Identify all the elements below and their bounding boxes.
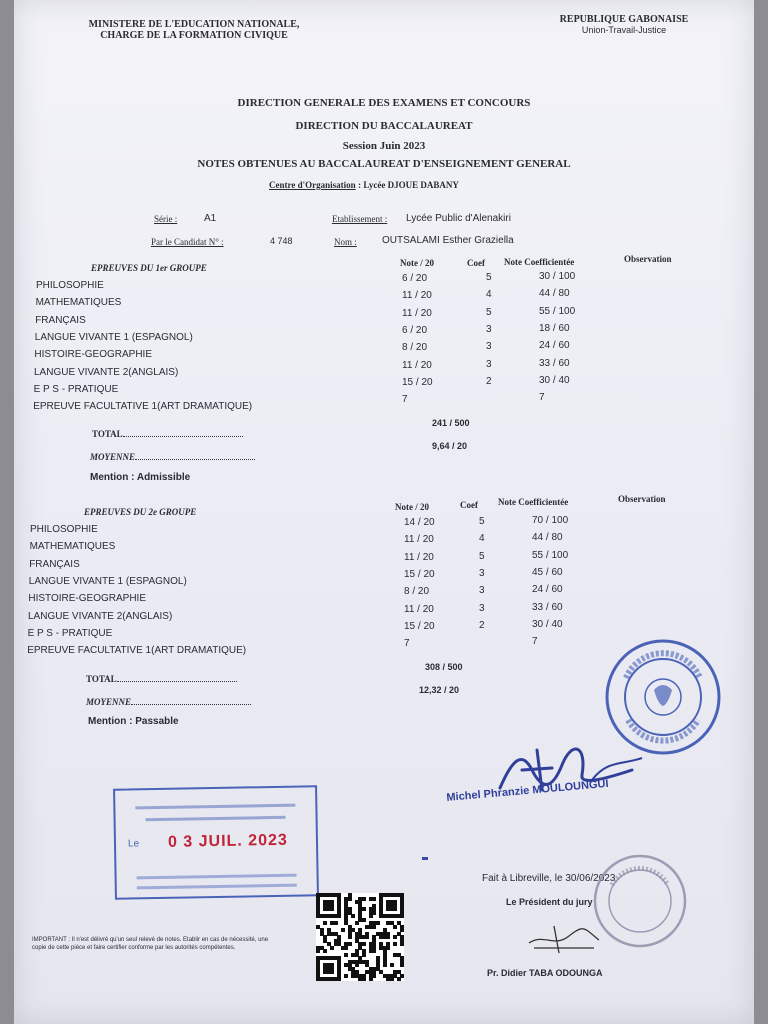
president-label: Le Président du jury — [506, 897, 593, 907]
ministry-header — [64, 19, 324, 41]
qr-module — [344, 974, 348, 978]
stamp-le-text: Le — [127, 838, 140, 850]
stamp-subheader-bar — [145, 808, 285, 821]
groupe2-col-observation: Observation — [618, 494, 666, 504]
stamp-footer-bar-2 — [137, 878, 297, 890]
session-title: Session Juin 2023 — [342, 140, 426, 152]
groupe1-row-weighted: 44 / 80 — [539, 288, 570, 300]
qr-module — [393, 935, 397, 939]
qr-module — [400, 963, 404, 967]
groupe2-row-weighted: 70 / 100 — [532, 515, 569, 526]
groupe2-total-label — [86, 673, 237, 684]
groupe2-row-coef: 3 — [479, 602, 485, 614]
qr-module — [362, 918, 366, 922]
qr-module — [344, 946, 348, 950]
stamp-date: 0 3 JUIL. 2023 — [167, 831, 288, 851]
etablissement-value: Lycée Public d'Alenakiri — [406, 213, 511, 224]
groupe2-row-weighted: 7 — [532, 636, 538, 648]
groupe2-row-note: 15 / 20 — [404, 620, 435, 632]
groupe1-row-subject: MATHEMATIQUES — [35, 297, 122, 309]
official-round-seal — [604, 638, 722, 756]
numero-value: 4 748 — [270, 236, 293, 246]
qr-module — [376, 921, 380, 925]
serie-value: A1 — [204, 213, 217, 224]
nom-label: Nom : — [334, 237, 357, 247]
qr-module — [397, 977, 401, 981]
qr-module — [393, 907, 397, 911]
groupe2-col-weighted: Note Coefficientée — [498, 497, 569, 507]
country-motto: Union-Travail-Justice — [581, 25, 667, 35]
groupe2-row-note: 14 / 20 — [404, 517, 435, 528]
groupe2-col-note: Note / 20 — [395, 502, 429, 512]
groupe1-row-subject: FRANÇAIS — [35, 314, 86, 326]
groupe1-moyenne-value: 9,64 / 20 — [432, 441, 468, 451]
groupe2-row-coef: 5 — [479, 550, 485, 562]
qr-module — [390, 963, 394, 967]
groupe2-total-value: 308 / 500 — [425, 662, 463, 672]
country-header — [534, 14, 714, 36]
qr-module — [372, 925, 376, 929]
qr-module — [362, 897, 366, 901]
groupe2-row-weighted: 30 / 40 — [532, 618, 563, 630]
groupe2-row-weighted: 45 / 60 — [532, 566, 563, 578]
groupe1-row-note: 11 / 20 — [402, 359, 432, 371]
qr-module — [393, 925, 397, 929]
groupe2-row-weighted: 55 / 100 — [532, 549, 569, 561]
groupe1-row-coef: 2 — [486, 375, 492, 387]
etablissement-label: Etablissement : — [332, 214, 388, 224]
groupe1-row-coef: 5 — [486, 306, 492, 318]
groupe1-row-weighted: 30 / 100 — [539, 271, 576, 282]
qr-code — [316, 893, 404, 981]
qr-module — [348, 897, 352, 901]
groupe1-row-weighted: 30 / 40 — [539, 374, 570, 386]
groupe1-total-label — [92, 428, 243, 439]
groupe1-row-subject: PHILOSOPHIE — [36, 280, 104, 291]
groupe1-col-weighted: Note Coefficientée — [504, 257, 575, 267]
groupe1-row-subject: LANGUE VIVANTE 1 (ESPAGNOL) — [34, 331, 193, 343]
qr-module — [344, 953, 348, 957]
groupe2-row-subject: LANGUE VIVANTE 1 (ESPAGNOL) — [28, 575, 187, 587]
groupe1-row-note: 11 / 20 — [402, 290, 432, 302]
groupe1-row-coef: 4 — [486, 289, 492, 301]
groupe2-moyenne-text: MOYENNE — [86, 697, 132, 707]
groupe1-row-coef: 5 — [486, 272, 492, 283]
groupe2-row-note: 7 — [404, 638, 410, 650]
groupe2-row-coef: 4 — [479, 533, 485, 545]
groupe1-row-weighted: 18 / 60 — [539, 322, 570, 334]
qr-module — [323, 949, 327, 953]
qr-module — [330, 970, 334, 974]
qr-module — [355, 963, 359, 967]
qr-module — [369, 977, 373, 981]
groupe2-row-coef: 3 — [479, 567, 485, 579]
groupe1-row-weighted: 55 / 100 — [539, 305, 576, 317]
ink-mark — [422, 857, 428, 860]
groupe2-row-subject: PHILOSOPHIE — [30, 524, 98, 535]
qr-module — [362, 953, 366, 957]
groupe2-row-subject: LANGUE VIVANTE 2(ANGLAIS) — [28, 610, 173, 622]
qr-module — [365, 935, 369, 939]
qr-module — [337, 977, 341, 981]
qr-module — [400, 928, 404, 932]
serie-label: Série : — [154, 214, 178, 224]
groupe1-row-subject: LANGUE VIVANTE 2(ANGLAIS) — [34, 366, 179, 378]
country-name: REPUBLIQUE GABONAISE — [559, 14, 689, 25]
notes-title: NOTES OBTENUES AU BACCALAUREAT D'ENSEIGNEMENT GENERAL — [197, 158, 571, 170]
groupe1-moyenne-label — [90, 451, 255, 462]
groupe1-total-text: TOTAL — [92, 429, 123, 439]
groupe1-row-note: 8 / 20 — [402, 342, 428, 354]
groupe1-row-coef: 3 — [486, 341, 492, 353]
groupe1-total-value: 241 / 500 — [432, 418, 470, 428]
qr-module — [330, 907, 334, 911]
centre-line — [269, 180, 459, 190]
groupe2-row-note: 11 / 20 — [404, 603, 434, 615]
direction-bac-title: DIRECTION DU BACCALAUREAT — [295, 120, 473, 132]
qr-module — [372, 897, 376, 901]
qr-module — [372, 911, 376, 915]
groupe2-row-note: 11 / 20 — [404, 534, 434, 546]
groupe1-moyenne-text: MOYENNE — [90, 452, 136, 462]
groupe1-col-coef: Coef — [467, 258, 485, 268]
groupe2-row-note: 15 / 20 — [404, 568, 435, 580]
president-signature — [524, 918, 604, 958]
president-round-seal — [592, 853, 688, 949]
groupe2-row-coef: 3 — [479, 585, 485, 597]
qr-module — [330, 946, 334, 950]
president-name: Pr. Didier TABA ODOUNGA — [487, 968, 603, 978]
date-stamp — [113, 785, 319, 900]
groupe2-row-subject: HISTOIRE-GEOGRAPHIE — [28, 593, 147, 605]
groupe1-row-subject: E P S - PRATIQUE — [33, 383, 119, 395]
nom-value: OUTSALAMI Esther Graziella — [382, 235, 514, 246]
ministry-line-1: MINISTERE DE L'EDUCATION NATIONALE, — [88, 19, 300, 30]
qr-module — [362, 907, 366, 911]
qr-module — [386, 935, 390, 939]
groupe1-row-note: 15 / 20 — [402, 376, 433, 388]
groupe1-row-subject: EPREUVE FACULTATIVE 1(ART DRAMATIQUE) — [33, 401, 253, 413]
qr-module — [351, 914, 355, 918]
ministry-line-2: CHARGE DE LA FORMATION CIVIQUE — [100, 30, 288, 41]
qr-module — [348, 935, 352, 939]
groupe2-row-weighted: 24 / 60 — [532, 584, 563, 596]
fait-a-line: Fait à Libreville, le 30/06/2023 — [482, 873, 616, 884]
qr-module — [372, 949, 376, 953]
groupe2-moyenne-label — [86, 696, 251, 707]
groupe2-row-subject: FRANÇAIS — [29, 558, 80, 570]
groupe2-row-subject: E P S - PRATIQUE — [27, 627, 113, 639]
document-page — [14, 0, 754, 1024]
qr-module — [341, 928, 345, 932]
groupe1-mention: Mention : Admissible — [90, 472, 191, 483]
groupe1-col-observation: Observation — [624, 254, 672, 264]
groupe1-row-note: 11 / 20 — [402, 307, 432, 319]
groupe1-row-weighted: 7 — [539, 392, 545, 404]
qr-module — [400, 914, 404, 918]
important-note: IMPORTANT : Il n'est délivré qu'un seul relevé de notes. Etablir en cas de nécessité, une copie de cette pièce et faire certifier conforme par les autorités compétentes. — [32, 937, 269, 951]
qr-module — [386, 946, 390, 950]
qr-module — [393, 942, 397, 946]
numero-label: Par le Candidat N° : — [151, 237, 224, 247]
qr-module — [348, 942, 352, 946]
groupe1-title: EPREUVES DU 1er GROUPE — [91, 263, 207, 273]
qr-module — [400, 942, 404, 946]
groupe2-row-weighted: 33 / 60 — [532, 601, 563, 613]
groupe2-title: EPREUVES DU 2e GROUPE — [84, 507, 197, 517]
groupe1-row-weighted: 24 / 60 — [539, 340, 570, 352]
groupe1-row-coef: 3 — [486, 323, 492, 335]
qr-module — [355, 921, 359, 925]
groupe2-row-subject: EPREUVE FACULTATIVE 1(ART DRAMATIQUE) — [27, 645, 247, 657]
qr-module — [323, 921, 327, 925]
groupe2-row-weighted: 44 / 80 — [532, 532, 563, 544]
groupe1-row-note: 6 / 20 — [402, 273, 428, 284]
groupe1-row-note: 6 / 20 — [402, 324, 428, 336]
qr-module — [390, 977, 394, 981]
qr-module — [369, 914, 373, 918]
direction-generale-title: DIRECTION GENERALE DES EXAMENS ET CONCOURS — [237, 97, 531, 109]
qr-module — [337, 914, 341, 918]
groupe2-row-coef: 5 — [479, 516, 485, 527]
qr-module — [316, 949, 320, 953]
groupe2-row-note: 8 / 20 — [404, 586, 430, 598]
qr-module — [400, 974, 404, 978]
qr-module — [334, 921, 338, 925]
qr-module — [383, 963, 387, 967]
groupe2-row-coef: 2 — [479, 619, 485, 631]
groupe2-col-coef: Coef — [460, 500, 478, 510]
centre-value: : Lycée DJOUE DABANY — [358, 180, 459, 190]
groupe1-row-subject: HISTOIRE-GEOGRAPHIE — [34, 349, 153, 361]
centre-label: Centre d'Organisation — [269, 180, 356, 190]
groupe2-mention: Mention : Passable — [88, 716, 179, 727]
qr-module — [362, 977, 366, 981]
groupe1-row-note: 7 — [402, 394, 408, 406]
groupe1-row-weighted: 33 / 60 — [539, 357, 570, 369]
qr-module — [362, 942, 366, 946]
groupe1-row-coef: 3 — [486, 358, 492, 370]
groupe2-moyenne-value: 12,32 / 20 — [419, 685, 460, 695]
groupe2-row-subject: MATHEMATIQUES — [29, 541, 116, 553]
qr-module — [372, 974, 376, 978]
groupe2-total-text: TOTAL — [86, 674, 117, 684]
signatory-name: Michel Phranzie MOULOUNGUI — [446, 777, 610, 804]
groupe2-row-note: 11 / 20 — [404, 551, 434, 563]
groupe1-col-note: Note / 20 — [400, 258, 434, 268]
